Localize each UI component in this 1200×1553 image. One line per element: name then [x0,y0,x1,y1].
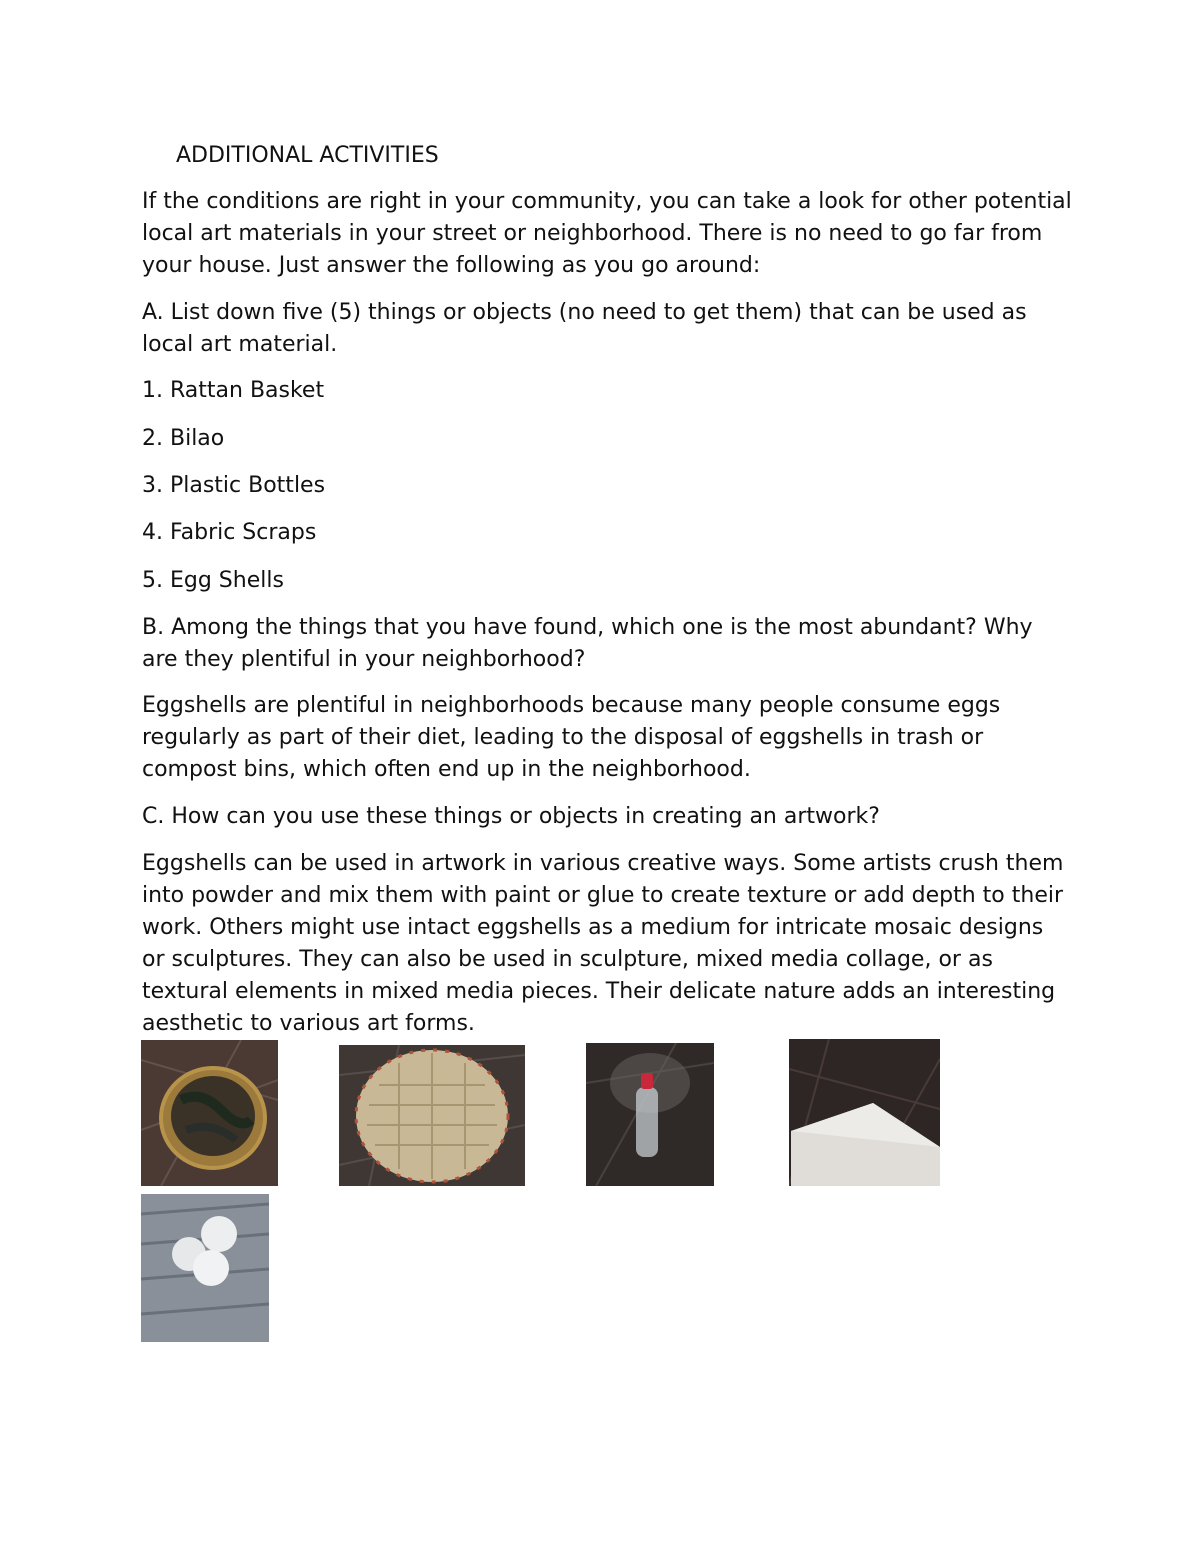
answer-b: Eggshells are plentiful in neighborhoods because many people consume eggs regularly as part of their diet, leading to the disposal of eggshells in trash or compost bins, which often end up in the neighborhood. [142,693,1001,782]
bilao-photo [339,1045,525,1186]
question-c: C. How can you use these things or objects in creating an artwork? [142,804,880,829]
list-item: 5. Egg Shells [142,568,284,593]
question-b: B. Among the things that you have found, which one is the most abundant? Why are they plentiful in your neighborhood? [142,615,1033,672]
list-item: 2. Bilao [142,426,225,451]
question-a: A. List down five (5) things or objects (no need to get them) that can be used as local art material. [142,300,1027,357]
document-heading: ADDITIONAL ACTIVITIES [176,143,439,168]
plastic-bottle-photo [586,1043,714,1186]
intro-paragraph: If the conditions are right in your community, you can take a look for other potential local art materials in your street or neighborhood. There is no need to go far from your house. Just answer the following as you go around: [142,189,1072,278]
list-item: 3. Plastic Bottles [142,473,326,498]
list-item: 1. Rattan Basket [142,378,325,403]
list-item: 4. Fabric Scraps [142,520,317,545]
egg-shells-photo [141,1194,269,1342]
fabric-scraps-photo [789,1039,940,1186]
answer-c: Eggshells can be used in artwork in various creative ways. Some artists crush them into powder and mix them with paint or glue to create texture or add depth to their work. Others might use intact eggshells as a medium for intricate mosaic designs or sculptures. They can also be used in sculpture, mixed media collage, or as textural elements in mixed media pieces. Their delicate nature adds an interesting aesthetic to various art forms. [142,851,1064,1036]
rattan-basket-photo [141,1040,278,1186]
